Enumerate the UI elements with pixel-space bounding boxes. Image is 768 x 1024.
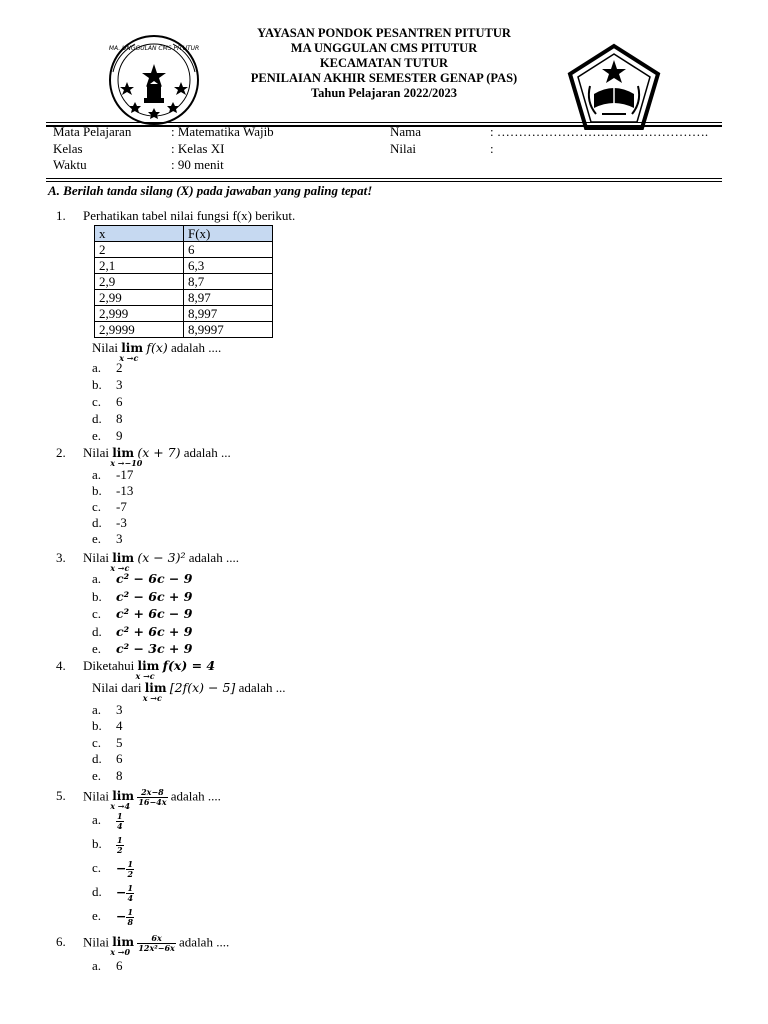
fraction-denominator: 12x²−6x bbox=[138, 943, 175, 953]
lim-subscript: x →4 bbox=[110, 801, 131, 812]
question-number: 4. bbox=[56, 658, 66, 673]
option-letter: b. bbox=[92, 718, 102, 733]
limit-symbol bbox=[110, 789, 135, 812]
score-label: Nilai bbox=[390, 140, 416, 156]
function-table bbox=[94, 225, 273, 338]
option-a[interactable] bbox=[92, 702, 123, 718]
option-sign: − bbox=[116, 884, 127, 900]
option-value: 2 bbox=[116, 360, 123, 375]
option-fraction bbox=[126, 908, 134, 927]
option-d[interactable] bbox=[92, 751, 123, 767]
fraction-numerator: 6x bbox=[137, 934, 175, 944]
district-name: KECAMATAN TUTUR bbox=[319, 56, 449, 70]
option-letter: e. bbox=[92, 428, 102, 443]
question-number: 5. bbox=[56, 788, 66, 803]
prompt-text: adalah .... bbox=[171, 340, 222, 355]
option-letter: a. bbox=[92, 702, 102, 717]
option-letter: a. bbox=[92, 467, 102, 482]
option-a[interactable] bbox=[92, 812, 124, 831]
option-b[interactable] bbox=[92, 718, 123, 734]
limit-symbol bbox=[135, 659, 160, 681]
table-row bbox=[95, 258, 273, 274]
lim-subscript: x →c bbox=[119, 353, 139, 363]
option-b[interactable] bbox=[92, 836, 124, 855]
option-c[interactable] bbox=[92, 860, 134, 879]
option-e[interactable] bbox=[92, 908, 134, 927]
option-e[interactable] bbox=[92, 768, 123, 784]
prompt-text: adalah ... bbox=[183, 445, 231, 460]
limit-symbol bbox=[110, 935, 135, 958]
option-value: -7 bbox=[116, 499, 127, 514]
question-prompt bbox=[83, 658, 216, 681]
option-letter: b. bbox=[92, 377, 102, 392]
question-number: 1. bbox=[56, 208, 66, 223]
fraction-numerator: 1 bbox=[127, 907, 134, 917]
score-field[interactable]: : bbox=[490, 140, 494, 156]
prompt-text: Nilai dari bbox=[92, 680, 142, 695]
exam-header bbox=[0, 26, 768, 118]
table-row bbox=[95, 274, 273, 290]
lim-subscript: x →c bbox=[135, 671, 155, 681]
lim-word: lim bbox=[112, 446, 135, 460]
prompt-text: Nilai bbox=[92, 340, 118, 355]
option-sign: − bbox=[116, 908, 127, 924]
limit-symbol bbox=[119, 341, 144, 363]
option-d[interactable] bbox=[92, 411, 123, 427]
option-letter: a. bbox=[92, 812, 102, 828]
option-fraction bbox=[126, 860, 134, 879]
question-prompt bbox=[83, 445, 231, 468]
prompt-text: adalah .... bbox=[179, 934, 230, 950]
option-value: 3 bbox=[116, 531, 123, 546]
option-letter: e. bbox=[92, 641, 102, 656]
prompt-text: Nilai bbox=[83, 550, 109, 565]
option-e[interactable] bbox=[92, 641, 192, 657]
math-expression: (x + 7) bbox=[137, 445, 181, 460]
subject-value: : Matematika Wajib bbox=[171, 124, 274, 139]
fraction-numerator: 1 bbox=[117, 835, 123, 845]
limit-symbol bbox=[142, 681, 167, 703]
option-letter: a. bbox=[92, 571, 102, 586]
option-value: 9 bbox=[116, 428, 123, 443]
option-value: -13 bbox=[116, 483, 134, 498]
info-divider bbox=[46, 178, 722, 179]
prompt-text: Nilai bbox=[83, 445, 109, 460]
info-divider-2 bbox=[46, 181, 722, 182]
option-value: -17 bbox=[116, 467, 134, 482]
time-label: Waktu bbox=[53, 157, 87, 172]
table-cell: 2,1 bbox=[95, 258, 184, 274]
academic-year: Tahun Pelajaran 2022/2023 bbox=[310, 86, 458, 100]
question-prompt bbox=[92, 340, 222, 363]
question-prompt bbox=[83, 787, 221, 812]
name-field[interactable]: : …………………………………………. bbox=[490, 124, 709, 139]
table-row bbox=[95, 242, 273, 258]
section-title: A. Berilah tanda silang (X) pada jawaban yang paling tepat! bbox=[48, 183, 373, 198]
option-c[interactable] bbox=[92, 394, 123, 410]
fraction-numerator: 2x−8 bbox=[137, 788, 167, 798]
fraction-denominator: 2 bbox=[117, 845, 123, 855]
option-b[interactable] bbox=[92, 589, 192, 605]
student-info-block bbox=[53, 124, 733, 174]
option-value: 4 bbox=[116, 718, 123, 733]
table-cell: 2,999 bbox=[95, 306, 184, 322]
option-letter: d. bbox=[92, 624, 102, 639]
prompt-text: Nilai bbox=[83, 934, 109, 950]
fraction-numerator: 1 bbox=[127, 883, 134, 893]
option-fraction bbox=[126, 884, 134, 903]
fraction bbox=[137, 788, 167, 807]
option-letter: c. bbox=[92, 606, 102, 621]
option-fraction bbox=[116, 836, 124, 855]
option-value: -3 bbox=[116, 515, 127, 530]
prompt-text: adalah .... bbox=[188, 550, 239, 565]
option-b[interactable] bbox=[92, 377, 123, 393]
option-e[interactable] bbox=[92, 428, 123, 444]
table-cell: 8,9997 bbox=[184, 322, 273, 338]
option-d[interactable] bbox=[92, 624, 192, 640]
class-label: Kelas bbox=[53, 140, 83, 156]
option-d[interactable] bbox=[92, 884, 134, 903]
option-d[interactable] bbox=[92, 515, 127, 531]
prompt-text: Nilai bbox=[83, 788, 109, 804]
option-a[interactable] bbox=[92, 360, 123, 376]
fraction-denominator: 4 bbox=[127, 893, 134, 903]
option-letter: d. bbox=[92, 884, 102, 900]
option-value: 5 bbox=[116, 735, 123, 750]
option-letter: c. bbox=[92, 860, 102, 876]
option-value: 8 bbox=[116, 768, 123, 783]
table-cell: 2 bbox=[95, 242, 184, 258]
lim-word: lim bbox=[121, 341, 144, 355]
question-number: 3. bbox=[56, 550, 66, 565]
option-letter: a. bbox=[92, 958, 102, 973]
option-letter: e. bbox=[92, 531, 102, 546]
option-letter: d. bbox=[92, 751, 102, 766]
fraction-numerator: 1 bbox=[127, 859, 134, 869]
table-row bbox=[95, 290, 273, 306]
lim-word: lim bbox=[144, 681, 167, 695]
math-expression: f(x) bbox=[146, 340, 168, 355]
fraction-denominator: 8 bbox=[127, 917, 134, 927]
table-cell: 8,997 bbox=[184, 306, 273, 322]
question-number: 2. bbox=[56, 445, 66, 460]
option-value: c² − 6c − 9 bbox=[116, 571, 193, 586]
table-row bbox=[95, 322, 273, 338]
table-row bbox=[95, 306, 273, 322]
lim-word: lim bbox=[112, 789, 135, 804]
table-cell: 6,3 bbox=[184, 258, 273, 274]
option-value: 6 bbox=[116, 394, 123, 409]
option-value: c² + 6c + 9 bbox=[116, 624, 193, 639]
option-c[interactable] bbox=[92, 499, 127, 515]
question-prompt bbox=[83, 550, 239, 573]
option-value: c² − 3c + 9 bbox=[116, 641, 193, 656]
subject-label: Mata Pelajaran bbox=[53, 124, 132, 139]
question-prompt-line2 bbox=[92, 680, 286, 703]
class-value: : Kelas XI bbox=[171, 140, 225, 156]
fraction-denominator: 4 bbox=[117, 821, 123, 831]
table-cell: 2,99 bbox=[95, 290, 184, 306]
question-prompt bbox=[83, 933, 230, 958]
option-letter: d. bbox=[92, 515, 102, 530]
seal-lettering: MA. UNGGULAN CMS PITUTUR bbox=[108, 45, 200, 52]
option-value: c² − 6c + 9 bbox=[116, 589, 193, 604]
prompt-text: adalah .... bbox=[170, 788, 221, 804]
lim-subscript: x →−10 bbox=[110, 458, 143, 468]
math-expression: f(x) = 4 bbox=[162, 658, 216, 673]
option-letter: a. bbox=[92, 360, 102, 375]
option-letter: b. bbox=[92, 589, 102, 604]
question-text: Perhatikan tabel nilai fungsi f(x) berikut. bbox=[83, 208, 296, 223]
option-letter: c. bbox=[92, 499, 102, 514]
lim-word: lim bbox=[112, 551, 135, 565]
option-value: 6 bbox=[116, 958, 123, 973]
table-header-fx: F(x) bbox=[184, 226, 273, 242]
option-b[interactable] bbox=[92, 483, 133, 499]
option-letter: b. bbox=[92, 483, 102, 498]
math-expression: (x − 3)² bbox=[137, 550, 186, 565]
table-cell: 2,9 bbox=[95, 274, 184, 290]
ministry-emblem-logo bbox=[566, 42, 662, 134]
option-a[interactable] bbox=[92, 571, 192, 587]
lim-word: lim bbox=[112, 935, 135, 950]
option-value: c² + 6c − 9 bbox=[116, 606, 193, 621]
limit-symbol bbox=[110, 551, 135, 573]
school-name: MA UNGGULAN CMS PITUTUR bbox=[290, 41, 478, 55]
option-letter: b. bbox=[92, 836, 102, 852]
time-value: : 90 menit bbox=[171, 157, 224, 172]
option-value: 3 bbox=[116, 702, 123, 717]
option-c[interactable] bbox=[92, 735, 123, 751]
fraction bbox=[137, 934, 175, 953]
option-fraction bbox=[116, 812, 124, 831]
limit-symbol bbox=[110, 446, 143, 468]
lim-word: lim bbox=[137, 659, 160, 673]
option-letter: d. bbox=[92, 411, 102, 426]
option-a[interactable] bbox=[92, 467, 133, 483]
exam-name: PENILAIAN AKHIR SEMESTER GENAP (PAS) bbox=[250, 71, 518, 85]
option-value: 3 bbox=[116, 377, 123, 392]
option-letter: e. bbox=[92, 908, 102, 924]
option-e[interactable] bbox=[92, 531, 123, 547]
table-cell: 8,97 bbox=[184, 290, 273, 306]
prompt-text: Diketahui bbox=[83, 658, 135, 673]
table-cell: 2,9999 bbox=[95, 322, 184, 338]
name-label: Nama bbox=[390, 124, 422, 139]
header-divider bbox=[46, 122, 722, 123]
lim-subscript: x →0 bbox=[110, 947, 131, 958]
fraction-denominator: 2 bbox=[127, 869, 134, 879]
option-value: 6 bbox=[116, 751, 123, 766]
option-value: 8 bbox=[116, 411, 123, 426]
option-letter: c. bbox=[92, 394, 102, 409]
option-c[interactable] bbox=[92, 606, 192, 622]
table-cell: 6 bbox=[184, 242, 273, 258]
prompt-text: adalah ... bbox=[238, 680, 286, 695]
lim-subscript: x →c bbox=[142, 693, 162, 703]
option-sign: − bbox=[116, 860, 127, 876]
math-expression: [2f(x) − 5] bbox=[169, 680, 236, 695]
lim-subscript: x →c bbox=[110, 563, 130, 573]
option-a[interactable] bbox=[92, 958, 123, 974]
foundation-name: YAYASAN PONDOK PESANTREN PITUTUR bbox=[257, 26, 511, 40]
option-letter: e. bbox=[92, 768, 102, 783]
fraction-denominator: 16−4x bbox=[138, 797, 167, 807]
option-letter: c. bbox=[92, 735, 102, 750]
question-number: 6. bbox=[56, 934, 66, 949]
table-header-x: x bbox=[95, 226, 184, 242]
fraction-numerator: 1 bbox=[117, 811, 123, 821]
table-cell: 8,7 bbox=[184, 274, 273, 290]
